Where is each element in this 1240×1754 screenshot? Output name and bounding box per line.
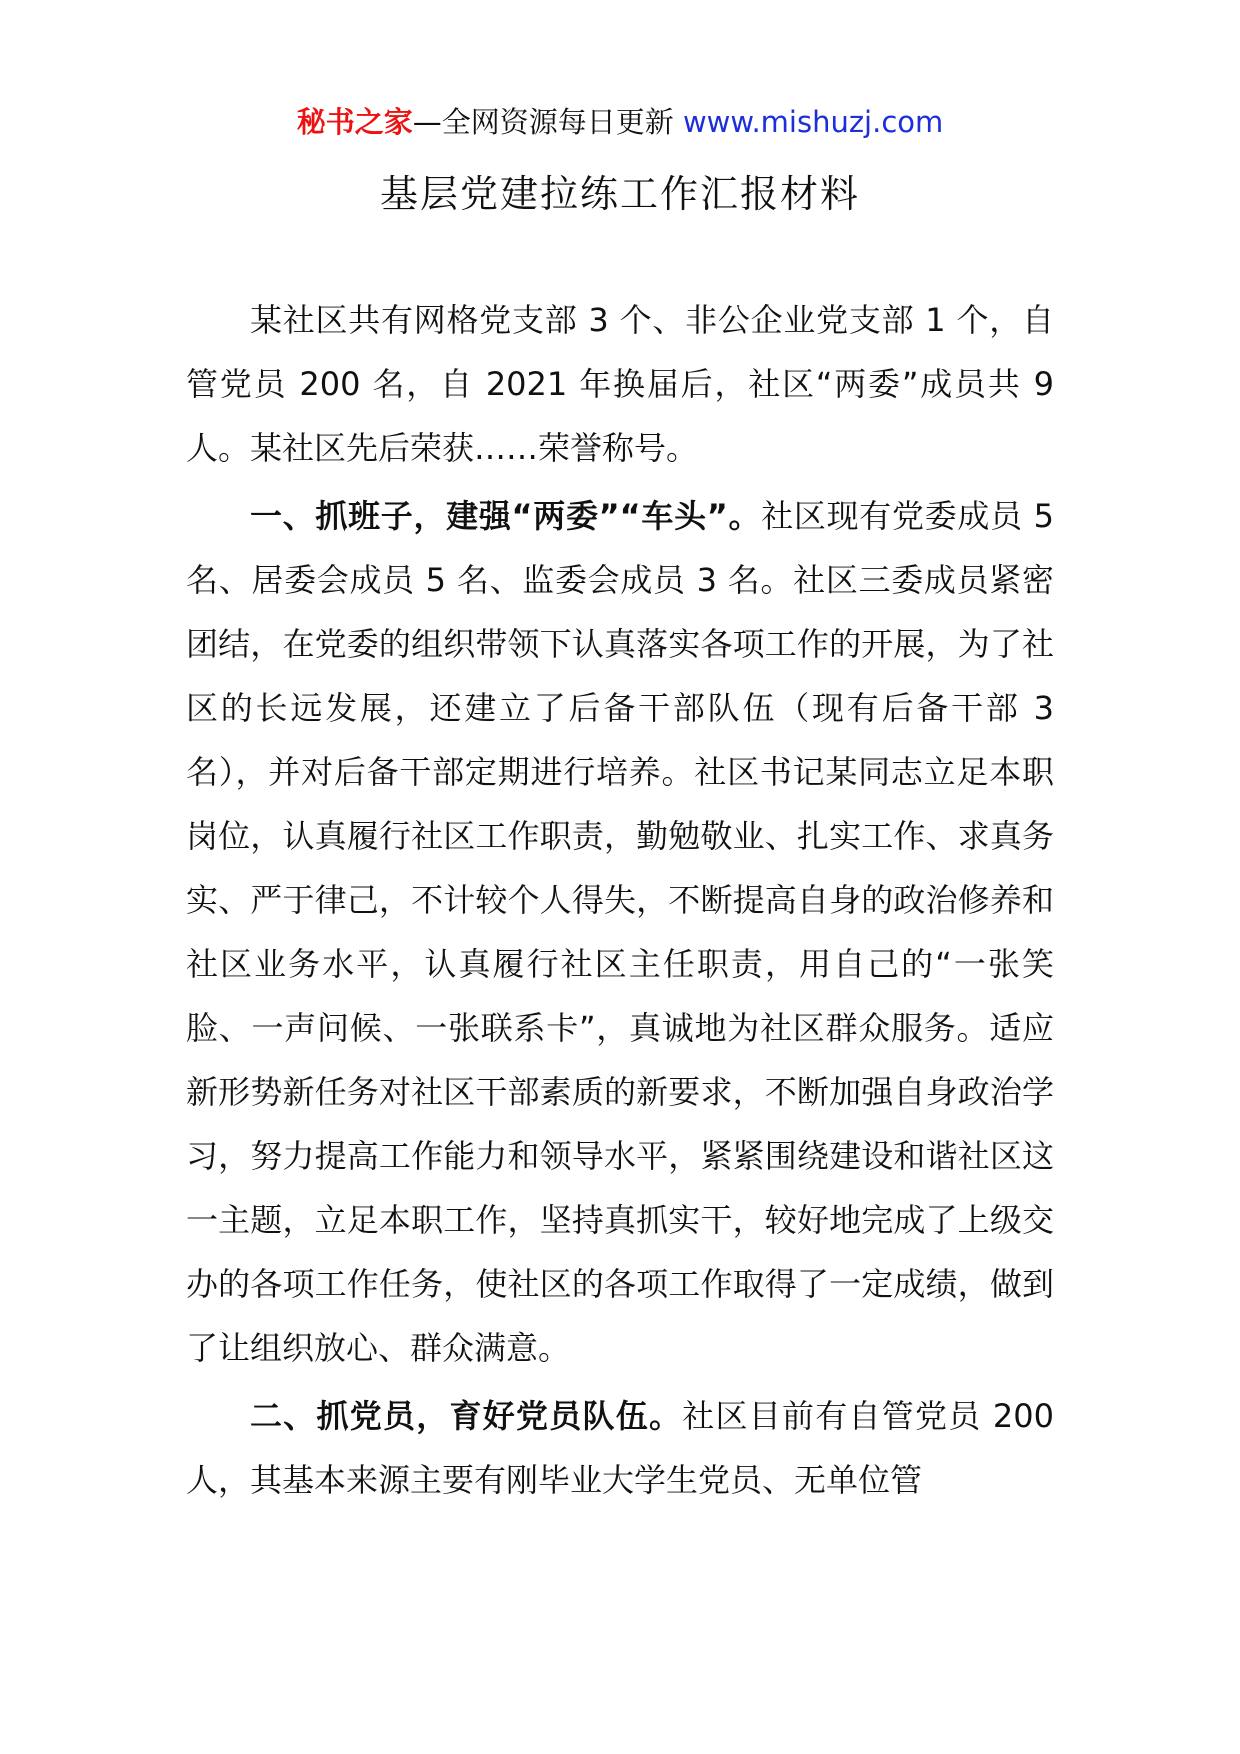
- section-heading: 二、抓党员，育好党员队伍。: [250, 1397, 683, 1435]
- document-body: [186, 288, 1054, 1516]
- paragraph-text: 某社区共有网格党支部 3 个、非公企业党支部 1 个，自管党员 200 名，自 2021 年换届后，社区“两委”成员共 9 人。某社区先后荣获……荣誉称号。: [186, 301, 1054, 467]
- section-heading: 一、抓班子，建强“两委”“车头”。: [250, 497, 762, 535]
- banner-slogan: —全网资源每日更新: [412, 105, 683, 139]
- paragraph-intro: [186, 288, 1054, 480]
- paragraph-text: 社区现有党委成员 5 名、居委会成员 5 名、监委会成员 3 名。社区三委成员紧密团结，在党委的组织带领下认真落实各项工作的开展，为了社区的长远发展，还建立了后备干部队伍（现有后备干部 3 名），并对后备干部定期进行培养。社区书记某同志立足本职岗位，认真履行社区工作职责，勤勉敬业、扎实工作、求真务实、严于律己，不计较个人得失，不断提高自身的政治修养和社区业务水平，认真履行社区主任职责，用自己的“一张笑脸、一声问候、一张联系卡”，真诚地为社区群众服务。适应新形势新任务对社区干部素质的新要求，不断加强自身政治学习，努力提高工作能力和领导水平，紧紧围绕建设和谐社区这一主题，立足本职工作，坚持真抓实干，较好地完成了上级交办的各项工作任务，使社区的各项工作取得了一定成绩，做到了让组织放心、群众满意。: [186, 497, 1054, 1367]
- paragraph-section-two: [186, 1384, 1054, 1512]
- header-banner: [0, 102, 1240, 142]
- website-link[interactable]: www.mishuzj.com: [682, 105, 944, 139]
- document-title: 基层党建拉练工作汇报材料: [379, 172, 860, 216]
- paragraph-section-one: [186, 484, 1054, 1380]
- brand-name: 秘书之家: [296, 105, 413, 139]
- paragraph-text: 社区目前有自管党员 200 人，其基本来源主要有刚毕业大学生党员、无单位管: [186, 1397, 1054, 1499]
